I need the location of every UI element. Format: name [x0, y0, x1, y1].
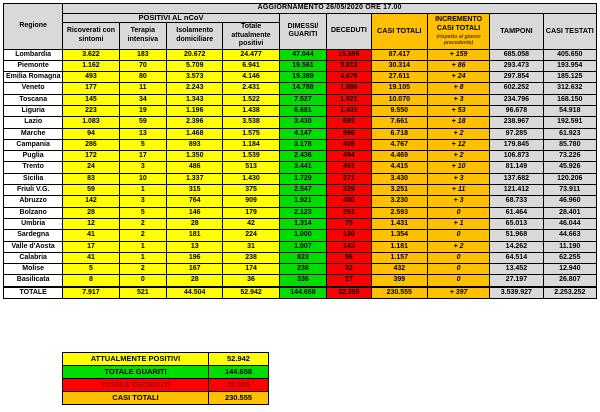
cell-incremento: + 18 [427, 117, 489, 128]
cell-region: Marche [4, 128, 63, 139]
legend-label: TOTALE GUARITI [63, 366, 209, 379]
cell-ricoverati: 493 [63, 72, 119, 83]
cell-isolamento: 20.672 [167, 49, 223, 60]
cell-casi-totali: 2.593 [371, 207, 427, 218]
cell-guariti: 1.007 [279, 241, 326, 252]
cell-casi-totali: 1.181 [371, 241, 427, 252]
cell-ricoverati: 1.162 [63, 60, 119, 71]
cell-tamponi: 137.682 [490, 173, 543, 184]
cell-isolamento: 2.396 [167, 117, 223, 128]
summary-legend [62, 352, 269, 405]
table-row [4, 72, 597, 83]
cell-totale-positivi: 24.477 [223, 49, 279, 60]
cell-ricoverati: 17 [63, 241, 119, 252]
cell-tamponi: 121.412 [490, 185, 543, 196]
cell-region: Calabria [4, 252, 63, 263]
cell-isolamento: 1.350 [167, 151, 223, 162]
cell-terapia: 1 [119, 185, 166, 196]
cell-casi-testati: 85.780 [543, 139, 596, 150]
header-terapia: Terapia intensiva [119, 23, 166, 50]
cell-region: Lazio [4, 117, 63, 128]
header-tamponi: TAMPONI [490, 13, 543, 49]
cell-casi-testati: 46.044 [543, 218, 596, 229]
cell-guariti: 3.178 [279, 139, 326, 150]
cell-casi-totali: 4.469 [371, 151, 427, 162]
cell-terapia: 521 [119, 287, 166, 299]
cell-casi-totali: 10.070 [371, 94, 427, 105]
legend-label: ATTUALMENTE POSITIVI [63, 353, 209, 366]
cell-incremento: + 397 [427, 287, 489, 299]
header-incremento-note: (rispetto al giorno precedente) [436, 34, 481, 46]
cell-region: Bolzano [4, 207, 63, 218]
cell-incremento: 0 [427, 264, 489, 275]
cell-casi-totali: 3.251 [371, 185, 427, 196]
cell-isolamento: 893 [167, 139, 223, 150]
cell-casi-testati: 192.591 [543, 117, 596, 128]
cell-ricoverati: 12 [63, 218, 119, 229]
table-row [4, 60, 597, 71]
cell-terapia: 34 [119, 94, 166, 105]
cell-totale-positivi: 1.184 [223, 139, 279, 150]
cell-incremento: 0 [427, 230, 489, 241]
cell-casi-totali: 19.105 [371, 83, 427, 94]
header-casi-totali: CASI TOTALI [371, 13, 427, 49]
table-row [4, 49, 597, 60]
table-row [4, 230, 597, 241]
cell-casi-totali: 4.767 [371, 139, 427, 150]
cell-ricoverati: 145 [63, 94, 119, 105]
cell-guariti: 336 [279, 275, 326, 287]
cell-casi-totali: 87.417 [371, 49, 427, 60]
cell-incremento: + 86 [427, 60, 489, 71]
cell-tamponi: 3.539.927 [490, 287, 543, 299]
cell-casi-testati: 193.954 [543, 60, 596, 71]
cell-isolamento: 1.196 [167, 105, 223, 116]
legend-row [63, 379, 269, 392]
cell-incremento: + 3 [427, 94, 489, 105]
cell-casi-totali: 4.415 [371, 162, 427, 173]
cell-casi-testati: 61.923 [543, 128, 596, 139]
cell-deceduti: 400 [327, 196, 371, 207]
cell-casi-testati: 73.226 [543, 151, 596, 162]
table-row [4, 173, 597, 184]
cell-region: Campania [4, 139, 63, 150]
cell-casi-testati: 2.253.252 [543, 287, 596, 299]
legend-value: 230.555 [209, 392, 269, 405]
cell-deceduti: 3.812 [327, 60, 371, 71]
cell-casi-totali: 1.431 [371, 218, 427, 229]
cell-region: Basilicata [4, 275, 63, 287]
table-row [4, 264, 597, 275]
table-row [4, 105, 597, 116]
table-row [4, 94, 597, 105]
table-row [4, 83, 597, 94]
cell-deceduti: 996 [327, 128, 371, 139]
table-row [4, 151, 597, 162]
cell-terapia: 13 [119, 128, 166, 139]
legend-label: CASI TOTALI [63, 392, 209, 405]
cell-totale-positivi: 179 [223, 207, 279, 218]
cell-casi-testati: 73.911 [543, 185, 596, 196]
cell-deceduti: 461 [327, 162, 371, 173]
table-row [4, 252, 597, 263]
cell-ricoverati: 286 [63, 139, 119, 150]
cell-guariti: 2.547 [279, 185, 326, 196]
header-incremento-label: INCREMENTO CASI TOTALI [435, 16, 483, 32]
cell-guariti: 14.788 [279, 83, 326, 94]
cell-totale-positivi: 36 [223, 275, 279, 287]
cell-tamponi: 61.464 [490, 207, 543, 218]
cell-isolamento: 2.243 [167, 83, 223, 94]
cell-incremento: + 2 [427, 241, 489, 252]
cell-casi-totali: 30.314 [371, 60, 427, 71]
cell-totale-positivi: 31 [223, 241, 279, 252]
cell-totale-positivi: 1.575 [223, 128, 279, 139]
cell-deceduti: 4.076 [327, 72, 371, 83]
cell-terapia: 19 [119, 105, 166, 116]
header-totale-positivi: Totale attualmente positivi [223, 23, 279, 50]
cell-isolamento: 28 [167, 275, 223, 287]
cell-region: Emilia Romagna [4, 72, 63, 83]
cell-region: Abruzzo [4, 196, 63, 207]
cell-ricoverati: 24 [63, 162, 119, 173]
cell-deceduti: 75 [327, 218, 371, 229]
cell-totale-positivi: 909 [223, 196, 279, 207]
cell-region: Umbria [4, 218, 63, 229]
cell-terapia: 2 [119, 264, 166, 275]
cell-incremento: + 1 [427, 218, 489, 229]
cell-ricoverati: 177 [63, 83, 119, 94]
cell-ricoverati: 7.917 [63, 287, 119, 299]
cell-terapia: 0 [119, 275, 166, 287]
table-header [4, 4, 597, 50]
cell-casi-testati: 62.255 [543, 252, 596, 263]
cell-deceduti: 1.886 [327, 83, 371, 94]
cell-terapia: 2 [119, 230, 166, 241]
cell-terapia: 59 [119, 117, 166, 128]
cell-region: Liguria [4, 105, 63, 116]
cell-incremento: 0 [427, 252, 489, 263]
cell-incremento: + 8 [427, 83, 489, 94]
cell-ricoverati: 172 [63, 151, 119, 162]
cell-region: Lombardia [4, 49, 63, 60]
legend-value: 144.658 [209, 366, 269, 379]
cell-casi-totali: 3.230 [371, 196, 427, 207]
cell-deceduti: 22 [327, 264, 371, 275]
cell-guariti: 1.314 [279, 218, 326, 229]
legend-row [63, 353, 269, 366]
cell-incremento: + 159 [427, 49, 489, 60]
legend-body [63, 353, 269, 405]
cell-casi-testati: 312.632 [543, 83, 596, 94]
cell-terapia: 1 [119, 252, 166, 263]
cell-incremento: + 2 [427, 151, 489, 162]
cell-region: Friuli V.G. [4, 185, 63, 196]
cell-casi-testati: 12.940 [543, 264, 596, 275]
cell-incremento: + 3 [427, 196, 489, 207]
cell-casi-totali: 7.661 [371, 117, 427, 128]
header-incremento [427, 13, 489, 49]
cell-casi-totali: 3.430 [371, 173, 427, 184]
cell-incremento: + 24 [427, 72, 489, 83]
cell-casi-totali: 399 [371, 275, 427, 287]
cell-isolamento: 315 [167, 185, 223, 196]
cell-incremento: + 12 [427, 139, 489, 150]
legend-row [63, 366, 269, 379]
cell-ricoverati: 83 [63, 173, 119, 184]
cell-ricoverati: 59 [63, 185, 119, 196]
cell-tamponi: 64.514 [490, 252, 543, 263]
cell-casi-testati: 26.807 [543, 275, 596, 287]
cell-tamponi: 97.285 [490, 128, 543, 139]
cell-terapia: 17 [119, 151, 166, 162]
cell-guariti: 3.441 [279, 162, 326, 173]
cell-isolamento: 764 [167, 196, 223, 207]
table-row [4, 162, 597, 173]
cell-incremento: 0 [427, 207, 489, 218]
header-regione: Regione [4, 4, 63, 50]
cell-tamponi: 238.967 [490, 117, 543, 128]
cell-deceduti: 1.021 [327, 94, 371, 105]
cell-tamponi: 179.845 [490, 139, 543, 150]
cell-casi-totali: 27.611 [371, 72, 427, 83]
cell-deceduti: 271 [327, 173, 371, 184]
cell-isolamento: 5.709 [167, 60, 223, 71]
cell-casi-testati: 46.960 [543, 196, 596, 207]
cell-isolamento: 1.468 [167, 128, 223, 139]
cell-ricoverati: 94 [63, 128, 119, 139]
cell-region: Piemonte [4, 60, 63, 71]
cell-totale-positivi: 375 [223, 185, 279, 196]
cell-tamponi: 13.452 [490, 264, 543, 275]
legend-value: 52.942 [209, 353, 269, 366]
cell-guariti: 823 [279, 252, 326, 263]
cell-totale-positivi: 513 [223, 162, 279, 173]
cell-isolamento: 181 [167, 230, 223, 241]
table-row [4, 185, 597, 196]
cell-guariti: 2.436 [279, 151, 326, 162]
cell-terapia: 80 [119, 72, 166, 83]
cell-isolamento: 3.573 [167, 72, 223, 83]
cell-terapia: 3 [119, 162, 166, 173]
cell-totale-positivi: 6.941 [223, 60, 279, 71]
cell-region: Puglia [4, 151, 63, 162]
cell-tamponi: 14.262 [490, 241, 543, 252]
cell-deceduti: 130 [327, 230, 371, 241]
header-ricoverati: Ricoverati con sintomi [63, 23, 119, 50]
cell-deceduti: 405 [327, 139, 371, 150]
cell-incremento: + 3 [427, 173, 489, 184]
cell-terapia: 1 [119, 241, 166, 252]
cell-ricoverati: 3.622 [63, 49, 119, 60]
table-row [4, 275, 597, 287]
cell-guariti: 1.000 [279, 230, 326, 241]
cell-ricoverati: 1.083 [63, 117, 119, 128]
cell-deceduti: 291 [327, 207, 371, 218]
cell-totale-positivi: 1.438 [223, 105, 279, 116]
cell-casi-testati: 45.926 [543, 162, 596, 173]
cell-tamponi: 685.058 [490, 49, 543, 60]
table-body [4, 49, 597, 299]
cell-ricoverati: 8 [63, 275, 119, 287]
cell-tamponi: 51.968 [490, 230, 543, 241]
cell-deceduti: 693 [327, 117, 371, 128]
cell-deceduti: 143 [327, 241, 371, 252]
cell-guariti: 7.527 [279, 94, 326, 105]
legend-row [63, 392, 269, 405]
total-row [4, 287, 597, 299]
cell-guariti: 47.044 [279, 49, 326, 60]
cell-casi-testati: 185.125 [543, 72, 596, 83]
header-positivi-group: POSITIVI AL nCoV [63, 13, 279, 23]
cell-region: Valle d'Aosta [4, 241, 63, 252]
cell-tamponi: 297.854 [490, 72, 543, 83]
table-row [4, 196, 597, 207]
cell-totale-positivi: 174 [223, 264, 279, 275]
cell-isolamento: 167 [167, 264, 223, 275]
header-deceduti: DECEDUTI [327, 13, 371, 49]
cell-tamponi: 81.149 [490, 162, 543, 173]
cell-totale-positivi: 4.146 [223, 72, 279, 83]
legend-label: TOTALE DECEDUTI [63, 379, 209, 392]
cell-guariti: 1.921 [279, 196, 326, 207]
cell-tamponi: 68.733 [490, 196, 543, 207]
cell-region: Sicilia [4, 173, 63, 184]
cell-tamponi: 234.796 [490, 94, 543, 105]
cell-deceduti: 32.955 [327, 287, 371, 299]
cell-totale-positivi: 2.431 [223, 83, 279, 94]
cell-region: Sardegna [4, 230, 63, 241]
table-row [4, 218, 597, 229]
cell-casi-testati: 405.650 [543, 49, 596, 60]
cell-casi-totali: 9.550 [371, 105, 427, 116]
cell-guariti: 4.147 [279, 128, 326, 139]
cell-guariti: 6.681 [279, 105, 326, 116]
cell-incremento: + 53 [427, 105, 489, 116]
cell-casi-totali: 6.718 [371, 128, 427, 139]
cell-casi-testati: 44.663 [543, 230, 596, 241]
cell-deceduti: 494 [327, 151, 371, 162]
cell-deceduti: 329 [327, 185, 371, 196]
cell-incremento: + 11 [427, 185, 489, 196]
cell-isolamento: 44.504 [167, 287, 223, 299]
cell-incremento: + 10 [427, 162, 489, 173]
cell-terapia: 5 [119, 207, 166, 218]
cell-guariti: 3.430 [279, 117, 326, 128]
cell-isolamento: 28 [167, 218, 223, 229]
cell-casi-testati: 120.206 [543, 173, 596, 184]
cell-isolamento: 196 [167, 252, 223, 263]
cell-guariti: 19.561 [279, 60, 326, 71]
cell-casi-totali: 1.157 [371, 252, 427, 263]
cell-terapia: 70 [119, 60, 166, 71]
cell-deceduti: 15.896 [327, 49, 371, 60]
cell-casi-testati: 28.401 [543, 207, 596, 218]
header-isolamento: Isolamento domiciliare [167, 23, 223, 50]
cell-tamponi: 27.197 [490, 275, 543, 287]
table-row [4, 117, 597, 128]
cell-terapia: 10 [119, 173, 166, 184]
cell-isolamento: 13 [167, 241, 223, 252]
cell-tamponi: 65.013 [490, 218, 543, 229]
table-row [4, 139, 597, 150]
cell-ricoverati: 223 [63, 105, 119, 116]
cell-ricoverati: 41 [63, 252, 119, 263]
cell-ricoverati: 41 [63, 230, 119, 241]
cell-totale-positivi: 1.430 [223, 173, 279, 184]
header-casi-testati: CASI TESTATI [543, 13, 596, 49]
cell-casi-testati: 11.190 [543, 241, 596, 252]
cell-region: TOTALE [4, 287, 63, 299]
cell-deceduti: 96 [327, 252, 371, 263]
cell-tamponi: 293.473 [490, 60, 543, 71]
update-title: AGGIORNAMENTO 26/05/2020 ORE 17.00 [63, 4, 597, 14]
cell-ricoverati: 142 [63, 196, 119, 207]
cell-totale-positivi: 3.538 [223, 117, 279, 128]
cell-guariti: 236 [279, 264, 326, 275]
table-row [4, 128, 597, 139]
cell-region: Molise [4, 264, 63, 275]
cell-terapia: 183 [119, 49, 166, 60]
cell-terapia: 3 [119, 196, 166, 207]
cell-deceduti: 27 [327, 275, 371, 287]
cell-casi-testati: 54.918 [543, 105, 596, 116]
cell-casi-testati: 168.150 [543, 94, 596, 105]
cell-deceduti: 1.431 [327, 105, 371, 116]
cell-ricoverati: 28 [63, 207, 119, 218]
cell-tamponi: 602.252 [490, 83, 543, 94]
cell-region: Veneto [4, 83, 63, 94]
cell-guariti: 19.389 [279, 72, 326, 83]
table-row [4, 207, 597, 218]
cell-incremento: 0 [427, 275, 489, 287]
cell-guariti: 2.123 [279, 207, 326, 218]
cell-totale-positivi: 1.539 [223, 151, 279, 162]
cell-totale-positivi: 224 [223, 230, 279, 241]
cell-region: Trento [4, 162, 63, 173]
cell-totale-positivi: 1.522 [223, 94, 279, 105]
cell-guariti: 1.729 [279, 173, 326, 184]
table-row [4, 241, 597, 252]
cell-isolamento: 146 [167, 207, 223, 218]
cell-incremento: + 2 [427, 128, 489, 139]
cell-guariti: 144.658 [279, 287, 326, 299]
cell-region: Toscana [4, 94, 63, 105]
cell-terapia: 11 [119, 83, 166, 94]
cell-terapia: 5 [119, 139, 166, 150]
cell-casi-totali: 1.354 [371, 230, 427, 241]
header-dimessi-guariti: DIMESSI/ GUARITI [279, 13, 326, 49]
cell-ricoverati: 5 [63, 264, 119, 275]
cell-terapia: 2 [119, 218, 166, 229]
cell-isolamento: 486 [167, 162, 223, 173]
cell-casi-totali: 230.555 [371, 287, 427, 299]
cell-isolamento: 1.337 [167, 173, 223, 184]
cell-tamponi: 106.873 [490, 151, 543, 162]
cell-totale-positivi: 42 [223, 218, 279, 229]
cell-totale-positivi: 52.942 [223, 287, 279, 299]
legend-value: 32.955 [209, 379, 269, 392]
cell-tamponi: 96.678 [490, 105, 543, 116]
covid-table [3, 3, 597, 299]
cell-isolamento: 1.343 [167, 94, 223, 105]
cell-casi-totali: 432 [371, 264, 427, 275]
cell-totale-positivi: 238 [223, 252, 279, 263]
